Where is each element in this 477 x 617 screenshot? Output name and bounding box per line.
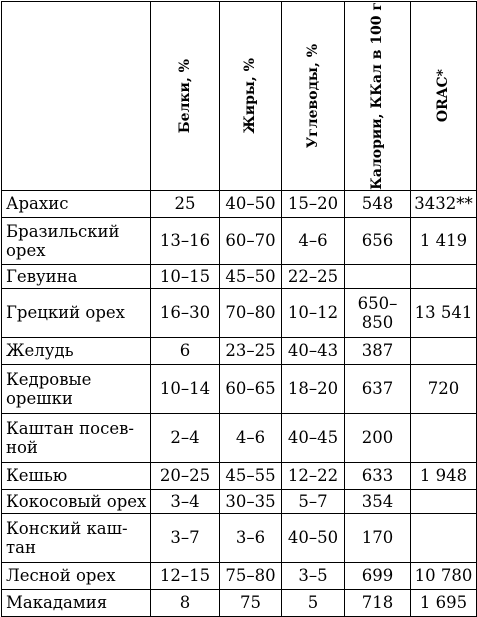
header-calories: Калории, ККал в 100 г [345,2,411,191]
table-row [2,217,477,264]
protein-cell: 13–16 [151,217,220,264]
header-protein: Белки, % [151,2,220,191]
carbs-cell: 4–6 [282,217,345,264]
table-row [2,462,477,489]
header-fat: Жиры, % [220,2,282,191]
row-name-cell: Арахис [2,190,151,217]
row-name-cell: Грецкий орех [2,288,151,337]
orac-cell [411,513,477,562]
table-row [2,364,477,413]
calories-cell: 387 [345,337,411,364]
protein-cell: 6 [151,337,220,364]
protein-cell: 16–30 [151,288,220,337]
row-name-cell: Кокосовый орех [2,489,151,513]
row-name-cell: Желудь [2,337,151,364]
header-carbs: Углеводы, % [282,2,345,191]
row-name-cell: Макадамия [2,589,151,616]
nut-nutrition-table [1,1,477,617]
protein-cell: 12–15 [151,562,220,589]
carbs-cell: 10–12 [282,288,345,337]
protein-cell: 20–25 [151,462,220,489]
calories-cell [345,264,411,288]
protein-cell: 3–4 [151,489,220,513]
fat-cell: 3–6 [220,513,282,562]
fat-cell: 45–50 [220,264,282,288]
carbs-cell: 40–43 [282,337,345,364]
protein-cell: 8 [151,589,220,616]
protein-cell: 10–14 [151,364,220,413]
orac-cell [411,264,477,288]
row-name-cell: Кешью [2,462,151,489]
calories-cell: 354 [345,489,411,513]
carbs-cell: 40–45 [282,413,345,462]
header-corner-cell [2,2,151,191]
table-row [2,337,477,364]
orac-cell: 10 780 [411,562,477,589]
table-row [2,190,477,217]
orac-cell: 1 695 [411,589,477,616]
fat-cell: 70–80 [220,288,282,337]
carbs-cell: 22–25 [282,264,345,288]
row-name-cell: Каштан посев- ной [2,413,151,462]
fat-cell: 75–80 [220,562,282,589]
carbs-cell: 18–20 [282,364,345,413]
orac-cell: 720 [411,364,477,413]
carbs-cell: 5–7 [282,489,345,513]
table-row [2,288,477,337]
calories-cell: 718 [345,589,411,616]
table-row [2,562,477,589]
table-row [2,413,477,462]
carbs-cell: 12–22 [282,462,345,489]
orac-cell [411,489,477,513]
fat-cell: 30–35 [220,489,282,513]
fat-cell: 75 [220,589,282,616]
calories-cell: 699 [345,562,411,589]
orac-cell [411,413,477,462]
protein-cell: 3–7 [151,513,220,562]
row-name-cell: Кедровые орешки [2,364,151,413]
row-name-cell: Конский каш- тан [2,513,151,562]
carbs-cell: 15–20 [282,190,345,217]
orac-cell [411,337,477,364]
protein-cell: 10–15 [151,264,220,288]
protein-cell: 25 [151,190,220,217]
calories-cell: 637 [345,364,411,413]
row-name-cell: Лесной орех [2,562,151,589]
orac-cell: 1 948 [411,462,477,489]
fat-cell: 40–50 [220,190,282,217]
carbs-cell: 40–50 [282,513,345,562]
table-row [2,264,477,288]
fat-cell: 45–55 [220,462,282,489]
calories-cell: 548 [345,190,411,217]
orac-cell: 1 419 [411,217,477,264]
calories-cell: 656 [345,217,411,264]
protein-cell: 2–4 [151,413,220,462]
orac-cell: 3432** [411,190,477,217]
table-row [2,489,477,513]
fat-cell: 60–70 [220,217,282,264]
calories-cell: 200 [345,413,411,462]
fat-cell: 60–65 [220,364,282,413]
orac-cell: 13 541 [411,288,477,337]
carbs-cell: 3–5 [282,562,345,589]
calories-cell: 170 [345,513,411,562]
fat-cell: 4–6 [220,413,282,462]
calories-cell: 633 [345,462,411,489]
fat-cell: 23–25 [220,337,282,364]
header-orac: ORAC* [411,2,477,191]
row-name-cell: Бразильский орех [2,217,151,264]
table-row [2,513,477,562]
carbs-cell: 5 [282,589,345,616]
table-row [2,589,477,616]
row-name-cell: Гевуина [2,264,151,288]
calories-cell: 650– 850 [345,288,411,337]
header-row [2,2,477,191]
